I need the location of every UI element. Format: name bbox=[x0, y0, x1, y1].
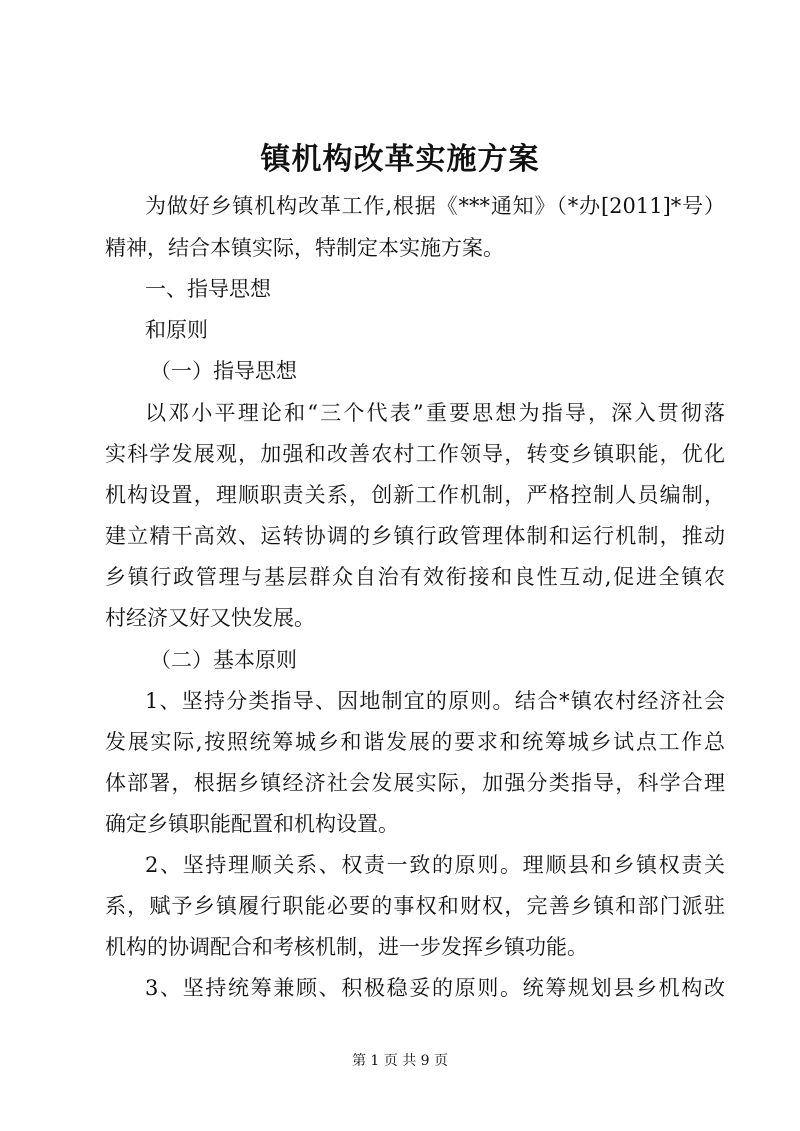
paragraph-line: 体部署，根据乡镇经济社会发展实际，加强分类指导，科学合理 bbox=[105, 771, 725, 795]
paragraph-line: 3、坚持统筹兼顾、积极稳妥的原则。统筹规划县乡机构改 bbox=[145, 976, 725, 1000]
paragraph-line: 以邓小平理论和“三个代表”重要思想为指导，深入贯彻落 bbox=[145, 401, 725, 425]
paragraph-line: 精神，结合本镇实际，特制定本实施方案。 bbox=[105, 236, 504, 260]
page-footer: 第 1 页 共 9 页 bbox=[351, 1053, 449, 1069]
paragraph-line: 系，赋予乡镇履行职能必要的事权和财权，完善乡镇和部门派驻 bbox=[105, 894, 725, 918]
paragraph-line: 实科学发展观，加强和改善农村工作领导，转变乡镇职能，优化 bbox=[105, 442, 725, 466]
paragraph-line: 1、坚持分类指导、因地制宜的原则。结合*镇农村经济社会 bbox=[145, 689, 725, 713]
paragraph-line: 乡镇行政管理与基层群众自治有效衔接和良性互动,促进全镇农 bbox=[105, 565, 725, 589]
paragraph-line: 确定乡镇职能配置和机构设置。 bbox=[105, 812, 399, 836]
paragraph-line: 村经济又好又快发展。 bbox=[105, 606, 315, 630]
section-heading: 一、指导思想 bbox=[145, 277, 271, 301]
subsection-heading: （一）指导思想 bbox=[150, 359, 297, 383]
paragraph-line: 为做好乡镇机构改革工作,根据《***通知》（*办[2011]*号） bbox=[145, 194, 725, 218]
section-heading-continued: 和原则 bbox=[145, 318, 208, 342]
paragraph-line: 建立精干高效、运转协调的乡镇行政管理体制和运行机制，推动 bbox=[105, 524, 725, 548]
paragraph-line: 机构设置，理顺职责关系，创新工作机制，严格控制人员编制， bbox=[105, 483, 725, 507]
paragraph-line: 机构的协调配合和考核机制，进一步发挥乡镇功能。 bbox=[105, 935, 588, 959]
document-title: 镇机构改革实施方案 bbox=[260, 142, 540, 177]
paragraph-line: 2、坚持理顺关系、权责一致的原则。理顺县和乡镇权责关 bbox=[145, 853, 725, 877]
subsection-heading: （二）基本原则 bbox=[150, 648, 297, 672]
paragraph-line: 发展实际,按照统筹城乡和谐发展的要求和统筹城乡试点工作总 bbox=[105, 730, 725, 754]
